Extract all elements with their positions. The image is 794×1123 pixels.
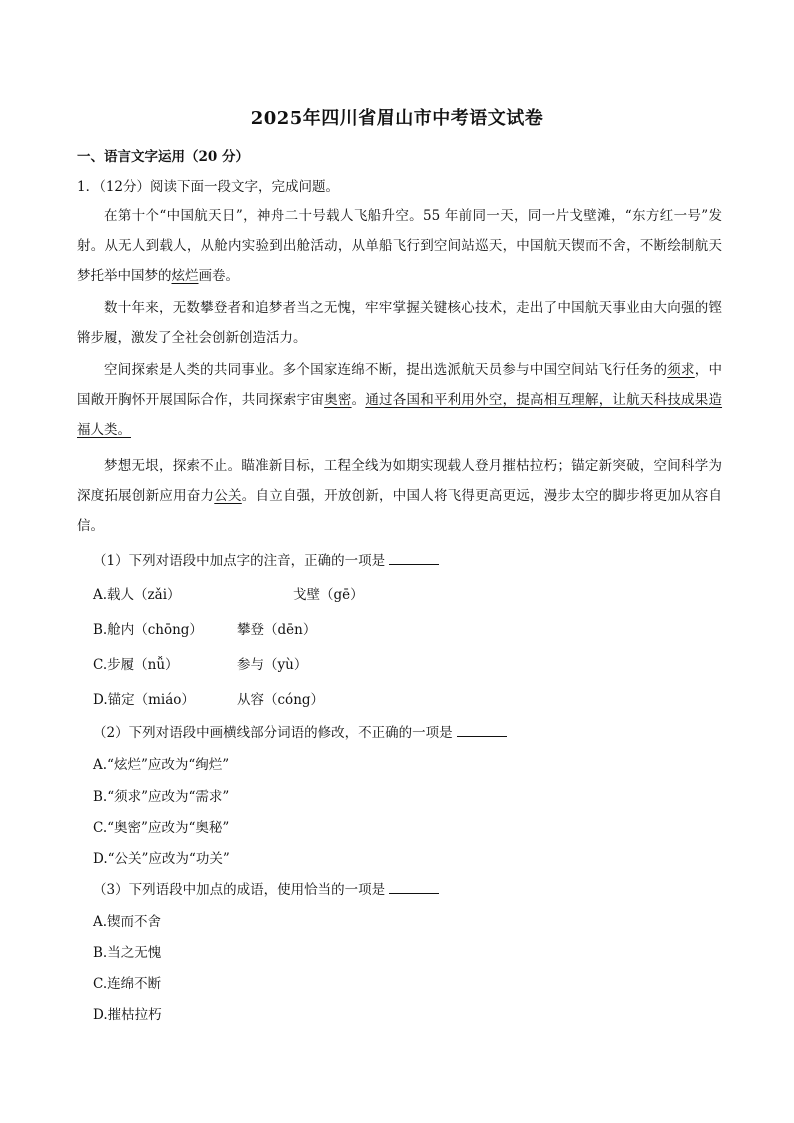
- option-b-left: B.舱内（chōng）: [93, 622, 203, 638]
- paragraph-text: 在第十个“中国航天日”，神舟二十号载人飞船升空。55 年前同一天，同一片戈壁滩，“东方红一号”发射。从无人到载人，从舱内实验到出舱活动，从单船飞行到空间站巡天，中国航天锲而不舍，不断绘制航天梦托举中国梦的: [77, 208, 722, 284]
- option-c: C.“奥密”应改为“奥秘”: [93, 820, 230, 836]
- paragraph-text: 。自立自强，开放创新，中国人将飞得更高更远，漫步太空的脚步将更加从容自信。: [77, 488, 723, 534]
- sub-question-stem: （3）下列语段中加点的成语，使用恰当的一项是: [93, 882, 386, 898]
- passage-paragraph-2: 数十年来，无数攀登者和追梦者当之无愧，牢牢掌握关键核心技术，走出了中国航天事业由大向强的铿锵步履，激发了全社会创新创造活力。: [77, 300, 722, 346]
- option-b: B.当之无愧: [93, 945, 162, 961]
- option-d-right: 从容（cóng）: [237, 692, 325, 708]
- option-c-right: 参与（yù）: [237, 657, 308, 673]
- paragraph-text: 梦想无垠，探索不止。瞄准新目标，工程全线为如期实现载人登月摧枯拉朽；锚定新突破，空间科学为深度拓展创新应用奋力: [77, 458, 722, 504]
- paragraph-text: 。: [351, 392, 366, 408]
- exam-title: 2025年四川省眉山市中考语文试卷: [250, 108, 544, 129]
- option-b: B.“须求”应改为“需求”: [93, 789, 230, 805]
- sub-question-2: [93, 721, 507, 741]
- paragraph-text: 画卷。: [198, 268, 239, 284]
- sub-question-3: [93, 878, 439, 898]
- section-heading: 一、语言文字运用（20 分）: [77, 149, 249, 165]
- answer-blank[interactable]: [389, 552, 439, 565]
- passage-paragraph-3: [77, 355, 722, 445]
- option-a-left: A.载人（zǎi）: [93, 587, 181, 603]
- option-c-left: C.步履（nǚ）: [93, 657, 179, 673]
- answer-blank[interactable]: [389, 881, 439, 894]
- question-1-intro: 1．（12分）阅读下面一段文字，完成问题。: [77, 179, 340, 195]
- option-a: A.锲而不舍: [93, 914, 162, 930]
- option-d: D.摧枯拉朽: [93, 1007, 162, 1023]
- sub-question-1: [93, 549, 439, 569]
- option-a: A.“炫烂”应改为“绚烂”: [93, 757, 230, 773]
- underlined-word: 炫烂: [171, 268, 199, 284]
- option-d: D.“公关”应改为“功关”: [93, 851, 230, 867]
- underlined-sentence: 通过各国和平利用外空，提高相互理解，让航天科技成果造福人类。: [77, 392, 723, 438]
- paragraph-text: 空间探索是人类的共同事业。多个国家连绵不断，提出选派航天员参与中国空间站飞行任务的: [104, 362, 668, 378]
- paragraph-text: ，中国敞开胸怀开展国际合作，共同探索宇宙: [77, 362, 723, 408]
- underlined-word: 公关: [214, 488, 242, 504]
- option-a-right: 戈壁（gē）: [293, 587, 364, 603]
- option-b-right: 攀登（dēn）: [237, 622, 317, 638]
- passage-paragraph-1: [77, 201, 722, 291]
- option-c: C.连绵不断: [93, 976, 162, 992]
- underlined-word: 奥密: [324, 392, 352, 408]
- sub-question-stem: （2）下列对语段中画横线部分词语的修改，不正确的一项是: [93, 725, 453, 741]
- option-d-left: D.锚定（miáo）: [93, 692, 195, 708]
- underlined-word: 须求: [667, 362, 695, 378]
- passage-paragraph-4: [77, 451, 722, 541]
- answer-blank[interactable]: [457, 724, 507, 737]
- sub-question-stem: （1）下列对语段中加点字的注音，正确的一项是: [93, 553, 386, 569]
